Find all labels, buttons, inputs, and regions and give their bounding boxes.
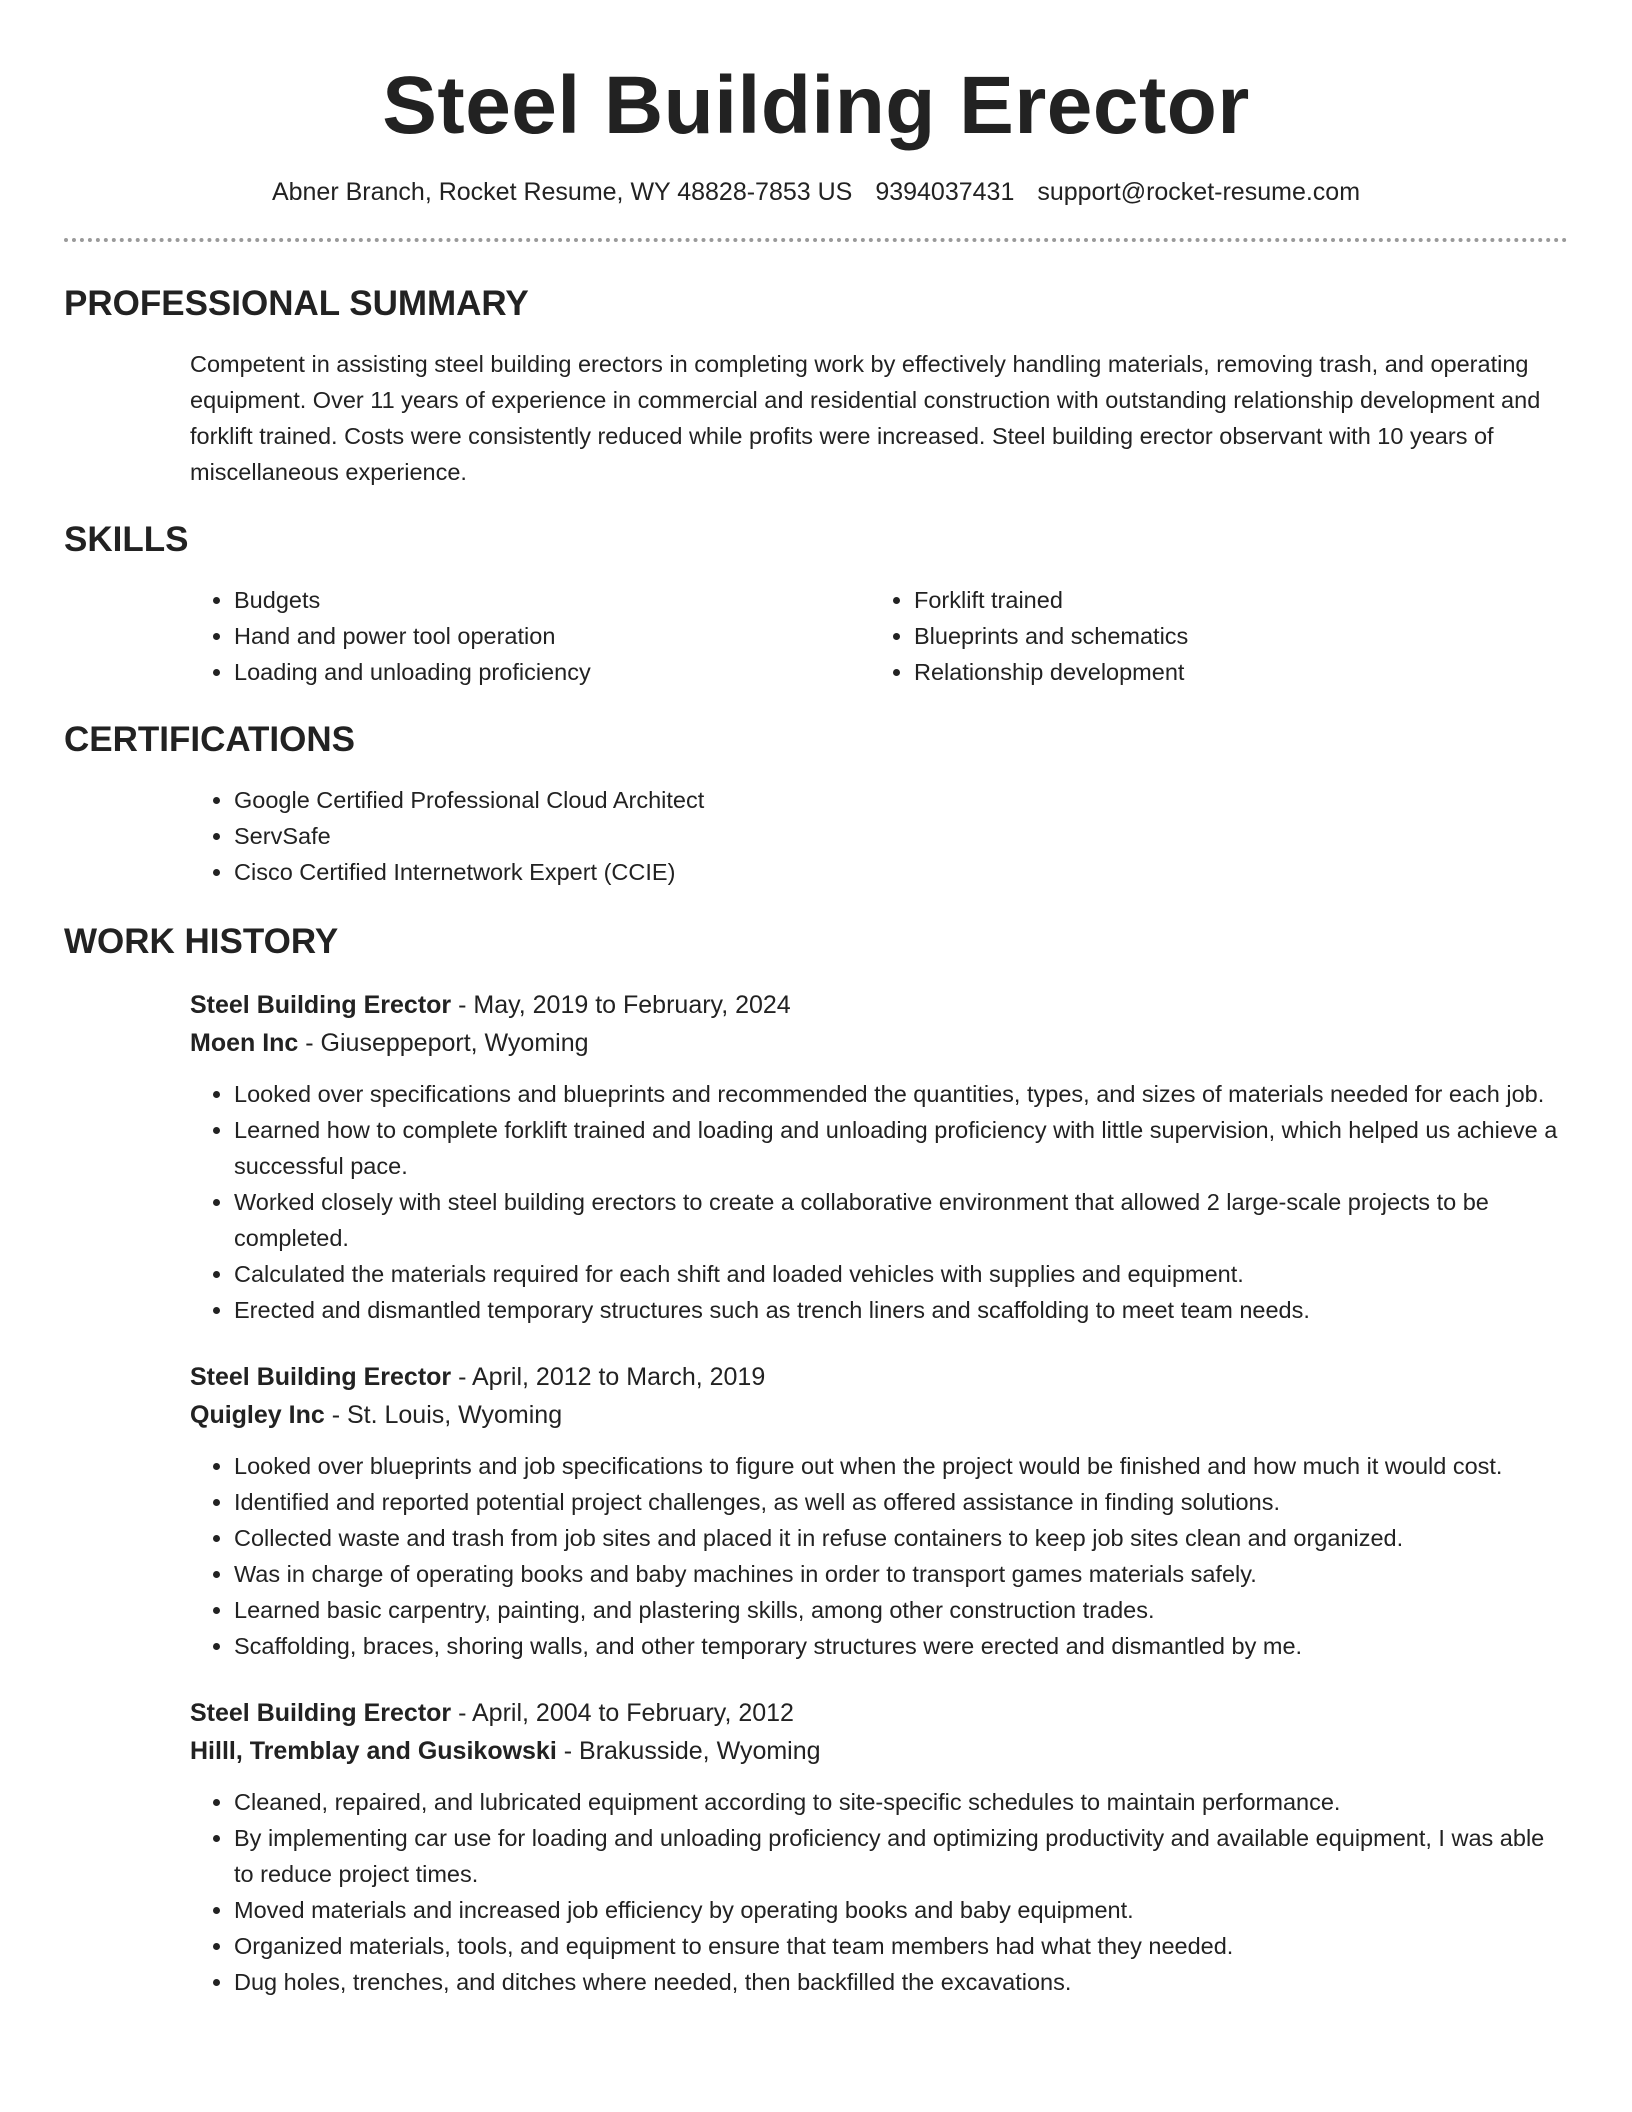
job-role-line [190, 1694, 1568, 1732]
job-company: Hilll, Tremblay and Gusikowski [190, 1737, 557, 1765]
skills-title: SKILLS [64, 520, 189, 559]
work-history-title: WORK HISTORY [64, 922, 339, 961]
skills-column-right [870, 582, 1550, 690]
work-history-section [64, 920, 1568, 2000]
skill-item: • Budgets [234, 582, 870, 618]
job-entry [64, 1694, 1568, 2000]
certifications-section [64, 718, 1568, 890]
job-bullet: • Cleaned, repaired, and lubricated equipment according to site-specific schedules to maintain performance. [234, 1784, 1568, 1820]
skill-item: • Blueprints and schematics [914, 618, 1550, 654]
job-location: - Giuseppeport, Wyoming [298, 1029, 589, 1057]
skills-column-left [190, 582, 870, 690]
summary-section [64, 282, 1568, 490]
job-bullet: • Looked over blueprints and job specifications to figure out when the project would be finished and how much it would cost. [234, 1448, 1568, 1484]
job-role: Steel Building Erector [190, 1363, 452, 1391]
skills-grid [64, 582, 1568, 690]
job-entry [64, 986, 1568, 1328]
job-bullet: • Moved materials and increased job efficiency by operating books and baby equipment. [234, 1892, 1568, 1928]
skill-item: • Hand and power tool operation [234, 618, 870, 654]
certifications-body [64, 782, 1568, 890]
job-bullet: • Identified and reported potential project challenges, as well as offered assistance in finding solutions. [234, 1484, 1568, 1520]
header-divider [64, 238, 1568, 242]
certifications-list [190, 782, 1568, 890]
job-bullets [190, 1448, 1568, 1664]
job-bullet: • Calculated the materials required for each shift and loaded vehicles with supplies and equipment. [234, 1256, 1568, 1292]
job-location: - Brakusside, Wyoming [556, 1737, 821, 1765]
skills-list-right [870, 582, 1550, 690]
skills-section [64, 518, 1568, 690]
certification-item: • ServSafe [234, 818, 1568, 854]
contact-email: support@rocket-resume.com [1037, 178, 1361, 206]
contact-phone: 9394037431 [875, 178, 1015, 206]
job-bullet: • Collected waste and trash from job sites and placed it in refuse containers to keep job sites clean and organized. [234, 1520, 1568, 1556]
job-company: Moen Inc [190, 1029, 299, 1057]
job-bullets [190, 1076, 1568, 1328]
job-location: - St. Louis, Wyoming [324, 1401, 563, 1429]
job-dates: - May, 2019 to February, 2024 [451, 991, 791, 1019]
job-bullet: • Dug holes, trenches, and ditches where needed, then backfilled the excavations. [234, 1964, 1568, 2000]
job-role: Steel Building Erector [190, 1699, 452, 1727]
certifications-title: CERTIFICATIONS [64, 720, 356, 759]
job-role-line [190, 986, 1568, 1024]
skill-item: • Forklift trained [914, 582, 1550, 618]
job-bullets [190, 1784, 1568, 2000]
summary-text: Competent in assisting steel building erectors in completing work by effectively handling materials, removing trash, and operating equipment. Over 11 years of experience in commercial and residential construction with outstanding relationship development and forklift trained. Costs were consistently reduced while profits were increased. Steel building erector observant with 10 years of miscellaneous experience. [190, 351, 1541, 485]
job-bullet: • Erected and dismantled temporary structures such as trench liners and scaffolding to meet team needs. [234, 1292, 1568, 1328]
summary-title: PROFESSIONAL SUMMARY [64, 284, 529, 323]
job-entry [64, 1358, 1568, 1664]
job-company-line [190, 1396, 1568, 1434]
job-dates: - April, 2012 to March, 2019 [451, 1363, 766, 1391]
job-company-line [190, 1732, 1568, 1770]
job-company-line [190, 1024, 1568, 1062]
job-bullet: • Was in charge of operating books and baby machines in order to transport games materials safely. [234, 1556, 1568, 1592]
job-bullet: • Scaffolding, braces, shoring walls, and other temporary structures were erected and dismantled by me. [234, 1628, 1568, 1664]
job-role: Steel Building Erector [190, 991, 452, 1019]
job-bullet: • Learned basic carpentry, painting, and plastering skills, among other construction trades. [234, 1592, 1568, 1628]
contact-line [64, 176, 1568, 208]
job-role-line [190, 1358, 1568, 1396]
job-bullet: • By implementing car use for loading and unloading proficiency and optimizing productivity and available equipment, I was able to reduce project times. [234, 1820, 1568, 1892]
certification-item: • Google Certified Professional Cloud Architect [234, 782, 1568, 818]
resume-name: Steel Building Erector [382, 60, 1250, 151]
skill-item: • Loading and unloading proficiency [234, 654, 870, 690]
job-bullet: • Worked closely with steel building erectors to create a collaborative environment that allowed 2 large-scale projects to be completed. [234, 1184, 1568, 1256]
certification-item: • Cisco Certified Internetwork Expert (CCIE) [234, 854, 1568, 890]
job-company: Quigley Inc [190, 1401, 325, 1429]
job-bullet: • Learned how to complete forklift trained and loading and unloading proficiency with little supervision, which helped us achieve a successful pace. [234, 1112, 1568, 1184]
job-bullet: • Looked over specifications and blueprints and recommended the quantities, types, and sizes of materials needed for each job. [234, 1076, 1568, 1112]
skills-list-left [190, 582, 870, 690]
job-bullet: • Organized materials, tools, and equipment to ensure that team members had what they needed. [234, 1928, 1568, 1964]
job-dates: - April, 2004 to February, 2012 [451, 1699, 794, 1727]
contact-address: Abner Branch, Rocket Resume, WY 48828-7853 US [271, 178, 853, 206]
skill-item: • Relationship development [914, 654, 1550, 690]
